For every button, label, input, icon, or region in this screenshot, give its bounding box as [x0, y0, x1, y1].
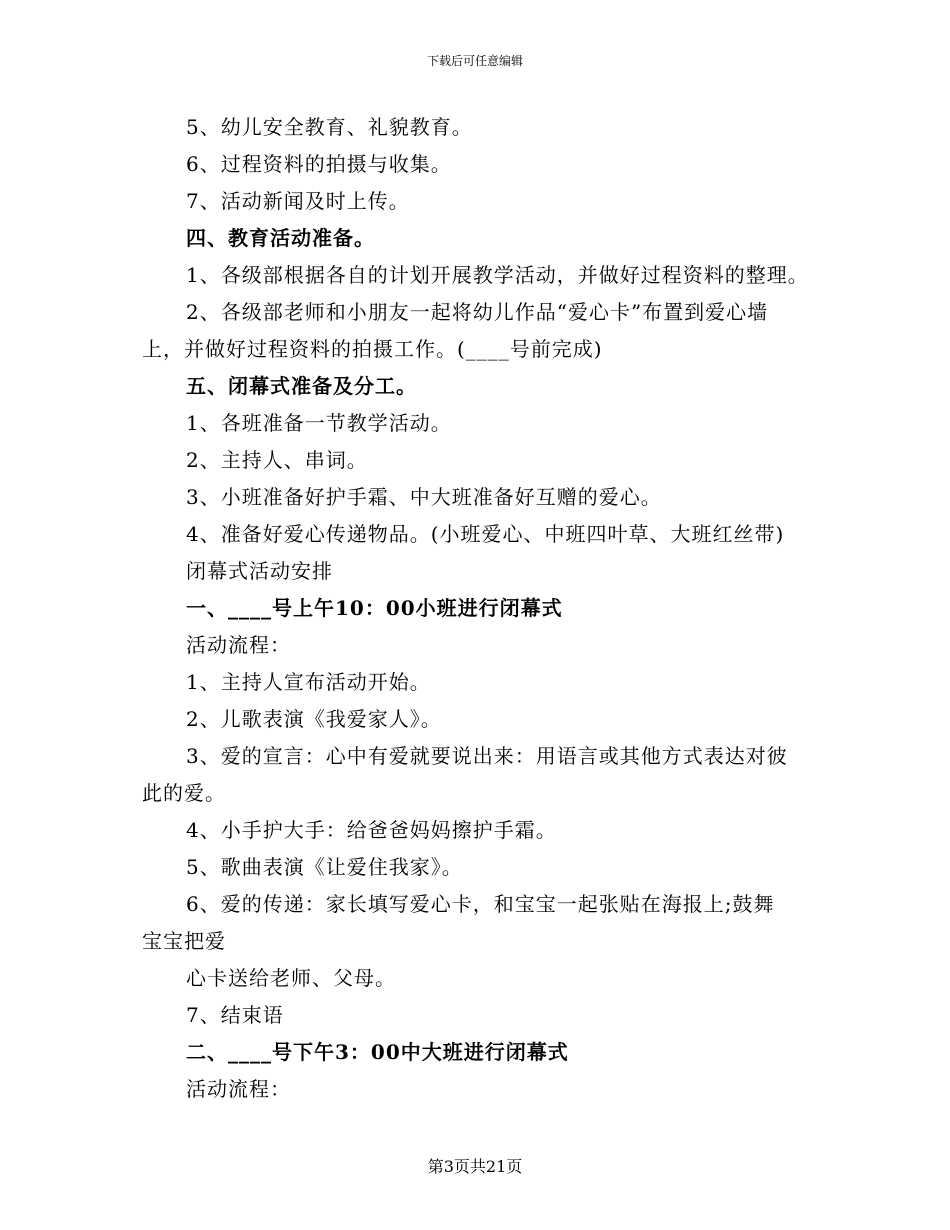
list-item-safety-education: 5、幼儿安全教育、礼貌教育。: [186, 115, 473, 139]
list-item-closing-remarks: 7、结束语: [186, 1003, 284, 1027]
list-item-love-declaration-continued: 此的爱。: [142, 781, 226, 805]
list-item-song-performance: 5、歌曲表演《让爱住我家》。: [186, 855, 463, 879]
list-item-nursery-rhyme: 2、儿歌表演《我爱家人》。: [186, 707, 442, 731]
page-footer: 第3页共21页: [427, 1157, 523, 1176]
activity-flow-label: 活动流程：: [186, 633, 291, 657]
section-heading-preparation: 四、教育活动准备。: [186, 226, 375, 250]
section-heading-middle-large-class-closing: 二、____号下午3：00中大班进行闭幕式: [186, 1040, 569, 1064]
list-item-love-passing: 6、爱的传递：家长填写爱心卡，和宝宝一起张贴在海报上;鼓舞: [186, 892, 775, 916]
list-item-class-activity: 1、各班准备一节教学活动。: [186, 411, 452, 435]
list-item-gifts: 3、小班准备好护手霜、中大班准备好互赠的爱心。: [186, 485, 662, 509]
activity-flow-label-second: 活动流程：: [186, 1077, 291, 1101]
list-item-teaching-activities: 1、各级部根据各自的计划开展教学活动，并做好过程资料的整理。: [186, 263, 809, 287]
list-item-love-passing-continued: 宝宝把爱: [142, 929, 226, 953]
list-item-host-script: 2、主持人、串词。: [186, 448, 368, 472]
list-item-love-passing-end: 心卡送给老师、父母。: [186, 966, 396, 990]
list-item-love-card-wall: 2、各级部老师和小朋友一起将幼儿作品“爱心卡”布置到爱心墙: [186, 300, 769, 324]
page-header: 下载后可任意编辑: [426, 54, 523, 68]
section-heading-closing-preparation: 五、闭幕式准备及分工。: [186, 374, 417, 398]
list-item-news-upload: 7、活动新闻及时上传。: [186, 189, 410, 213]
list-item-hand-cream: 4、小手护大手：给爸爸妈妈擦护手霜。: [186, 818, 557, 842]
list-item-love-declaration: 3、爱的宣言：心中有爱就要说出来：用语言或其他方式表达对彼: [186, 744, 788, 768]
list-item-host-opening: 1、主持人宣布活动开始。: [186, 670, 431, 694]
list-item-love-items: 4、准备好爱心传递物品。(小班爱心、中班四叶草、大班红丝带): [186, 522, 785, 546]
closing-schedule-title: 闭幕式活动安排: [186, 559, 333, 583]
section-heading-small-class-closing: 一、____号上午10：00小班进行闭幕式: [186, 596, 563, 620]
list-item-love-card-wall-continued: 上，并做好过程资料的拍摄工作。(____号前完成): [142, 337, 603, 361]
list-item-photo-collection: 6、过程资料的拍摄与收集。: [186, 152, 452, 176]
